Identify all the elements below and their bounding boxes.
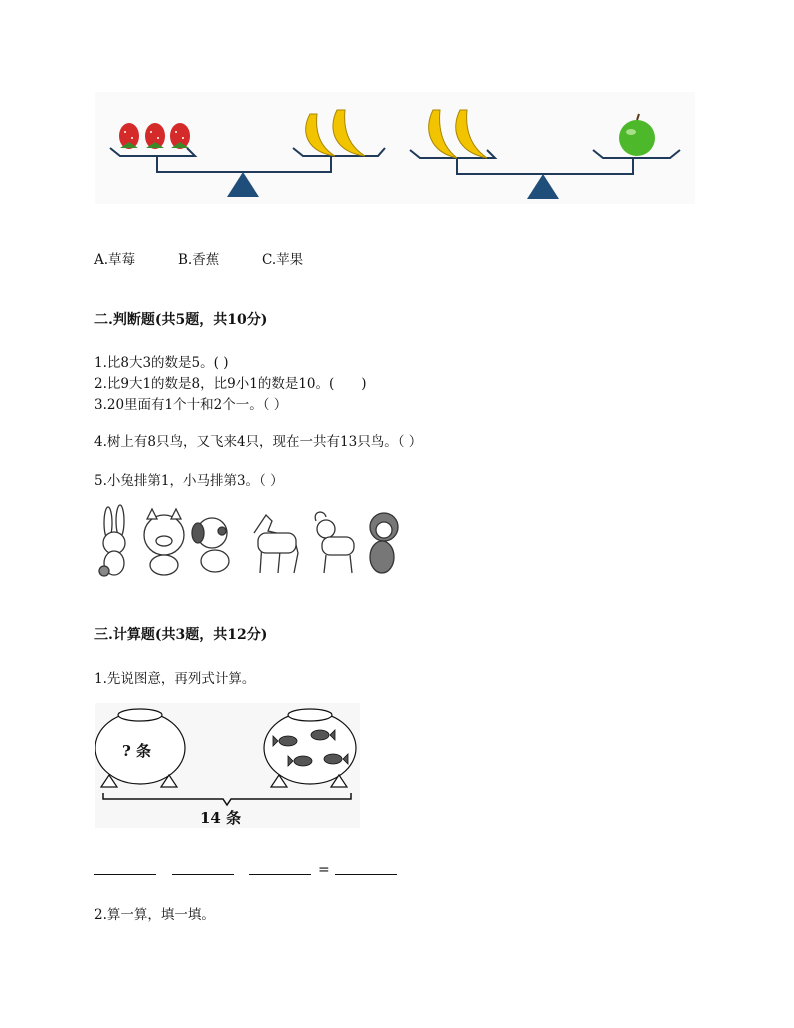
question-item: 4.树上有8只鸟，又飞来4只，现在一共有13只鸟。（ ） — [94, 434, 423, 450]
dog-icon — [192, 518, 229, 572]
answer-blank[interactable] — [94, 874, 156, 875]
question-item: 2.算一算，填一填。 — [94, 907, 215, 923]
question-item: 5.小兔排第1，小马排第3。（ ） — [94, 473, 284, 489]
question-item: 3.20里面有1个十和2个一。（ ） — [94, 397, 288, 413]
right-bowl — [264, 712, 356, 784]
question-item: 1.比8大3的数是5。( ) — [94, 355, 229, 371]
answer-blank[interactable] — [249, 874, 311, 875]
brace — [103, 793, 351, 805]
question-item: 2.比9大1的数是8，比9小1的数是10。( ) — [94, 376, 367, 392]
animals-row-figure — [94, 503, 410, 583]
strawberry-icon — [119, 123, 190, 149]
pig-icon — [144, 509, 184, 575]
balance-scales-figure — [95, 92, 695, 204]
goat-icon — [315, 512, 354, 573]
option-a: A.草莓 — [94, 252, 136, 268]
rabbit-icon — [99, 505, 125, 576]
unknown-fish-label: ? 条 — [122, 742, 152, 760]
section-heading: 三.计算题(共3题，共12分) — [94, 627, 268, 643]
horse-icon — [254, 515, 298, 573]
option-b: B.香蕉 — [178, 252, 220, 268]
option-c: C.苹果 — [262, 252, 304, 268]
fish-bowl-figure — [95, 703, 360, 828]
total-fish-label: 14 条 — [200, 809, 242, 827]
question-item: 1.先说图意，再列式计算。 — [94, 671, 256, 687]
equals-sign: = — [318, 862, 330, 878]
monkey-icon — [370, 513, 398, 573]
answer-blank[interactable] — [172, 874, 234, 875]
section-heading: 二.判断题(共5题，共10分) — [94, 312, 268, 328]
answer-blank[interactable] — [335, 874, 397, 875]
